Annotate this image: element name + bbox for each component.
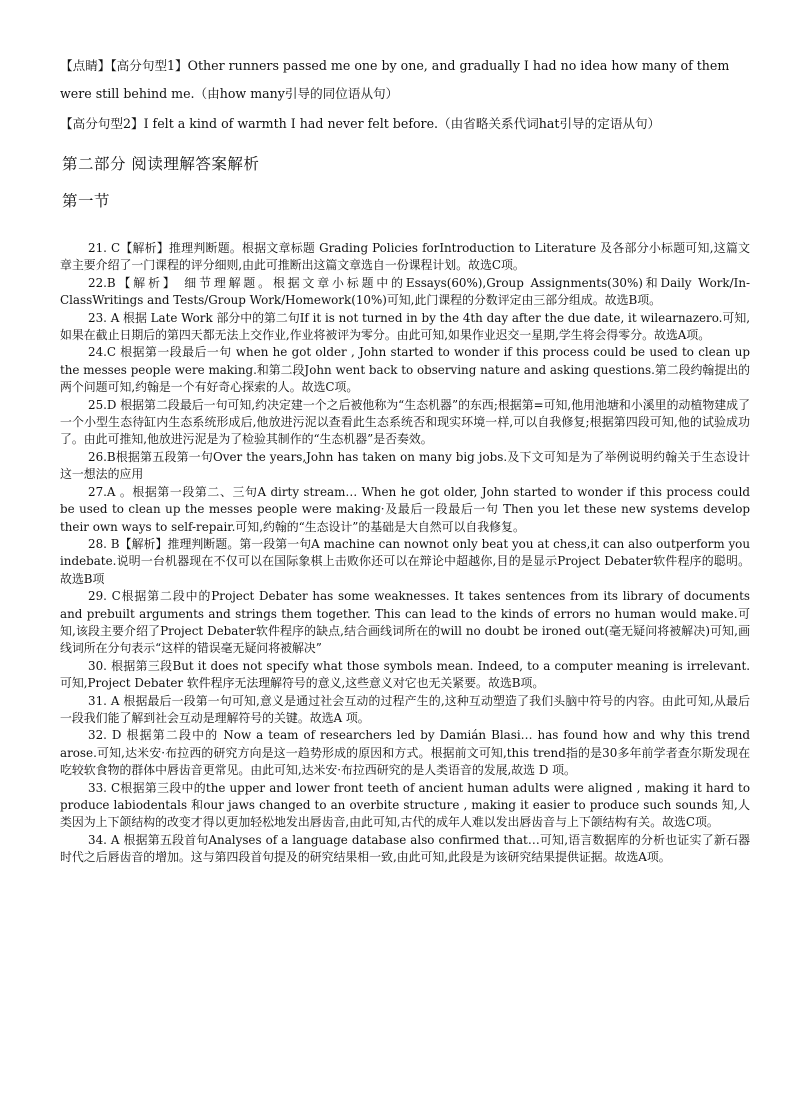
answer-26: 26.B根据第五段第一句Over the years,John has taken on many big jobs.及下文可知是为了举例说明约翰关于生态设计这一想法的应用 xyxy=(60,449,750,482)
answer-29: 29. C根据第二段中的Project Debater has some weaknesses. It takes sentences from its library of documents and prebuilt arguments and strings them together. This can lead to the kinds of errors no human would make.可知,该段主要介绍了Project Debater软件程序的缺点,结合画线词所在的will no doubt be ironed out(毫无疑问将被解决)可知,画线词所在分句表示“这样的错误毫无疑问将被解决” xyxy=(60,589,750,656)
tip-sentence-pattern-1 xyxy=(60,52,750,108)
answer-27: 27.A 。根据第一段第二、三句A dirty stream… When he got older, John started to wonder if this process could be used to clean up the messes people were making·及最后一段最后一句 Then you let these new systems develop their own ways to self-repair.可知,约翰的“生态设计”的基础是大自然可以自我修复。 xyxy=(60,484,750,534)
tip-text-2: 【高分句型2】I felt a kind of warmth I had never felt before.（由省略关系代词hat引导的定语从句） xyxy=(60,116,661,131)
answer-25: 25.D 根据第二段最后一句可知,约决定建一个之后被他称为“生态机器”的东西;根据第=可知,他用池塘和小溪里的动植物建成了一个小型生态待缸内生态系统形成后,他放进污泥以查看此生态系统否和现实环境一样,可以自我修复;根据第四段可知,他的试验成功了。由此可推知,他放进污泥是为了检验其制作的“生态机器”是否奏效。 xyxy=(60,397,750,447)
part-two-heading: 第二部分 阅读理解答案解析 xyxy=(62,155,260,173)
answer-34: 34. A 根据第五段首句Analyses of a language database also confirmed that…可知,语言数据库的分析也证实了新石器时代之后唇齿音的增加。这与第四段首句提及的研究结果相一致,由此可知,此段是为该研究结果提供证据。故选A项。 xyxy=(60,832,750,865)
section-one-heading: 第一节 xyxy=(62,192,111,210)
answer-31: 31. A 根据最后一段第一句可知,意义是通过社会互动的过程产生的,这种互动塑造了我们头脑中符号的内容。由此可知,从最后一段我们能了解到社会互动是理解符号的关键。故选A 项。 xyxy=(60,693,750,725)
answer-list xyxy=(60,240,750,867)
answer-30: 30. 根据第三段But it does not specify what those symbols mean. Indeed, to a computer meaning is irrelevant.可知,Project Debater 软件程序无法理解符号的意义,这些意义对它也无关紧要。故选B项。 xyxy=(60,658,750,691)
tip-text-1: 【点睛】【高分句型1】Other runners passed me one by one, and gradually I had no idea how many of them were still behind me.（由how many引导的同位语从句） xyxy=(60,58,730,101)
answer-28: 28. B【解析】推理判断题。第一段第一句A machine can nownot only beat you at chess,it can also outperform you indebate.说明一台机器现在不仅可以在国际象棋上击败你还可以在辩论中超越你,目的是显示Project Debater软件程序的聪明。故选B项 xyxy=(60,536,750,586)
answer-22: 22.B【解析】 细节理解题。根据文章小标题中的Essays(60%),Group Assignments(30%)和Daily Work/In-ClassWritings and Tests/Group Work/Homework(10%)可知,此门课程的分数评定由三部分组成。故选B项。 xyxy=(60,275,750,308)
answer-32: 32. D 根据第二段中的 Now a team of researchers led by Damián Blasi… has found how and why this trend arose.可知,达米安·布拉西的研究方向是这一趋势形成的原因和方式。根据前文可知,this trend指的是30多年前学者查尔斯发现在吃较软食物的群体中唇齿音更常见。由此可知,达米安·布拉西研究的是人类语音的发展,故选 D 项。 xyxy=(60,728,750,778)
answer-21: 21. C【解析】推理判断题。根据文章标题 Grading Policies forIntroduction to Literature 及各部分小标题可知,这篇文章主要介绍了一门课程的评分细则,由此可推断出这篇文章选自一份课程计划。故选C项。 xyxy=(60,241,750,273)
answer-33: 33. C根据第三段中的the upper and lower front teeth of ancient human adults were aligned , making it hard to produce labiodentals 和our jaws changed to an overbite structure , making it easier to produce such sounds 知,人类因为上下颌结构的改变才得以更加轻松地发出唇齿音,由此可知,古代的成年人难以发出唇齿音与上下颌结构有关。故选C项。 xyxy=(60,780,750,830)
answer-23: 23. A 根据 Late Work 部分中的第二句If it is not turned in by the 4th day after the due date, it wilearnazero.可知,如果在截止日期后的第四天都无法上交作业,作业将被评为零分。由此可知,如果作业迟交一星期,学生将会得零分。故选A项。 xyxy=(60,310,750,343)
tip-sentence-pattern-2 xyxy=(60,110,750,138)
answer-24: 24.C 根据第一段最后一句 when he got older , John started to wonder if this process could be used to clean up the messes people were making.和第二段John went back to observing nature and asking questions.第二段约翰提出的两个问题可知,约翰是一个有好奇心探索的人。故选C项。 xyxy=(60,345,750,395)
